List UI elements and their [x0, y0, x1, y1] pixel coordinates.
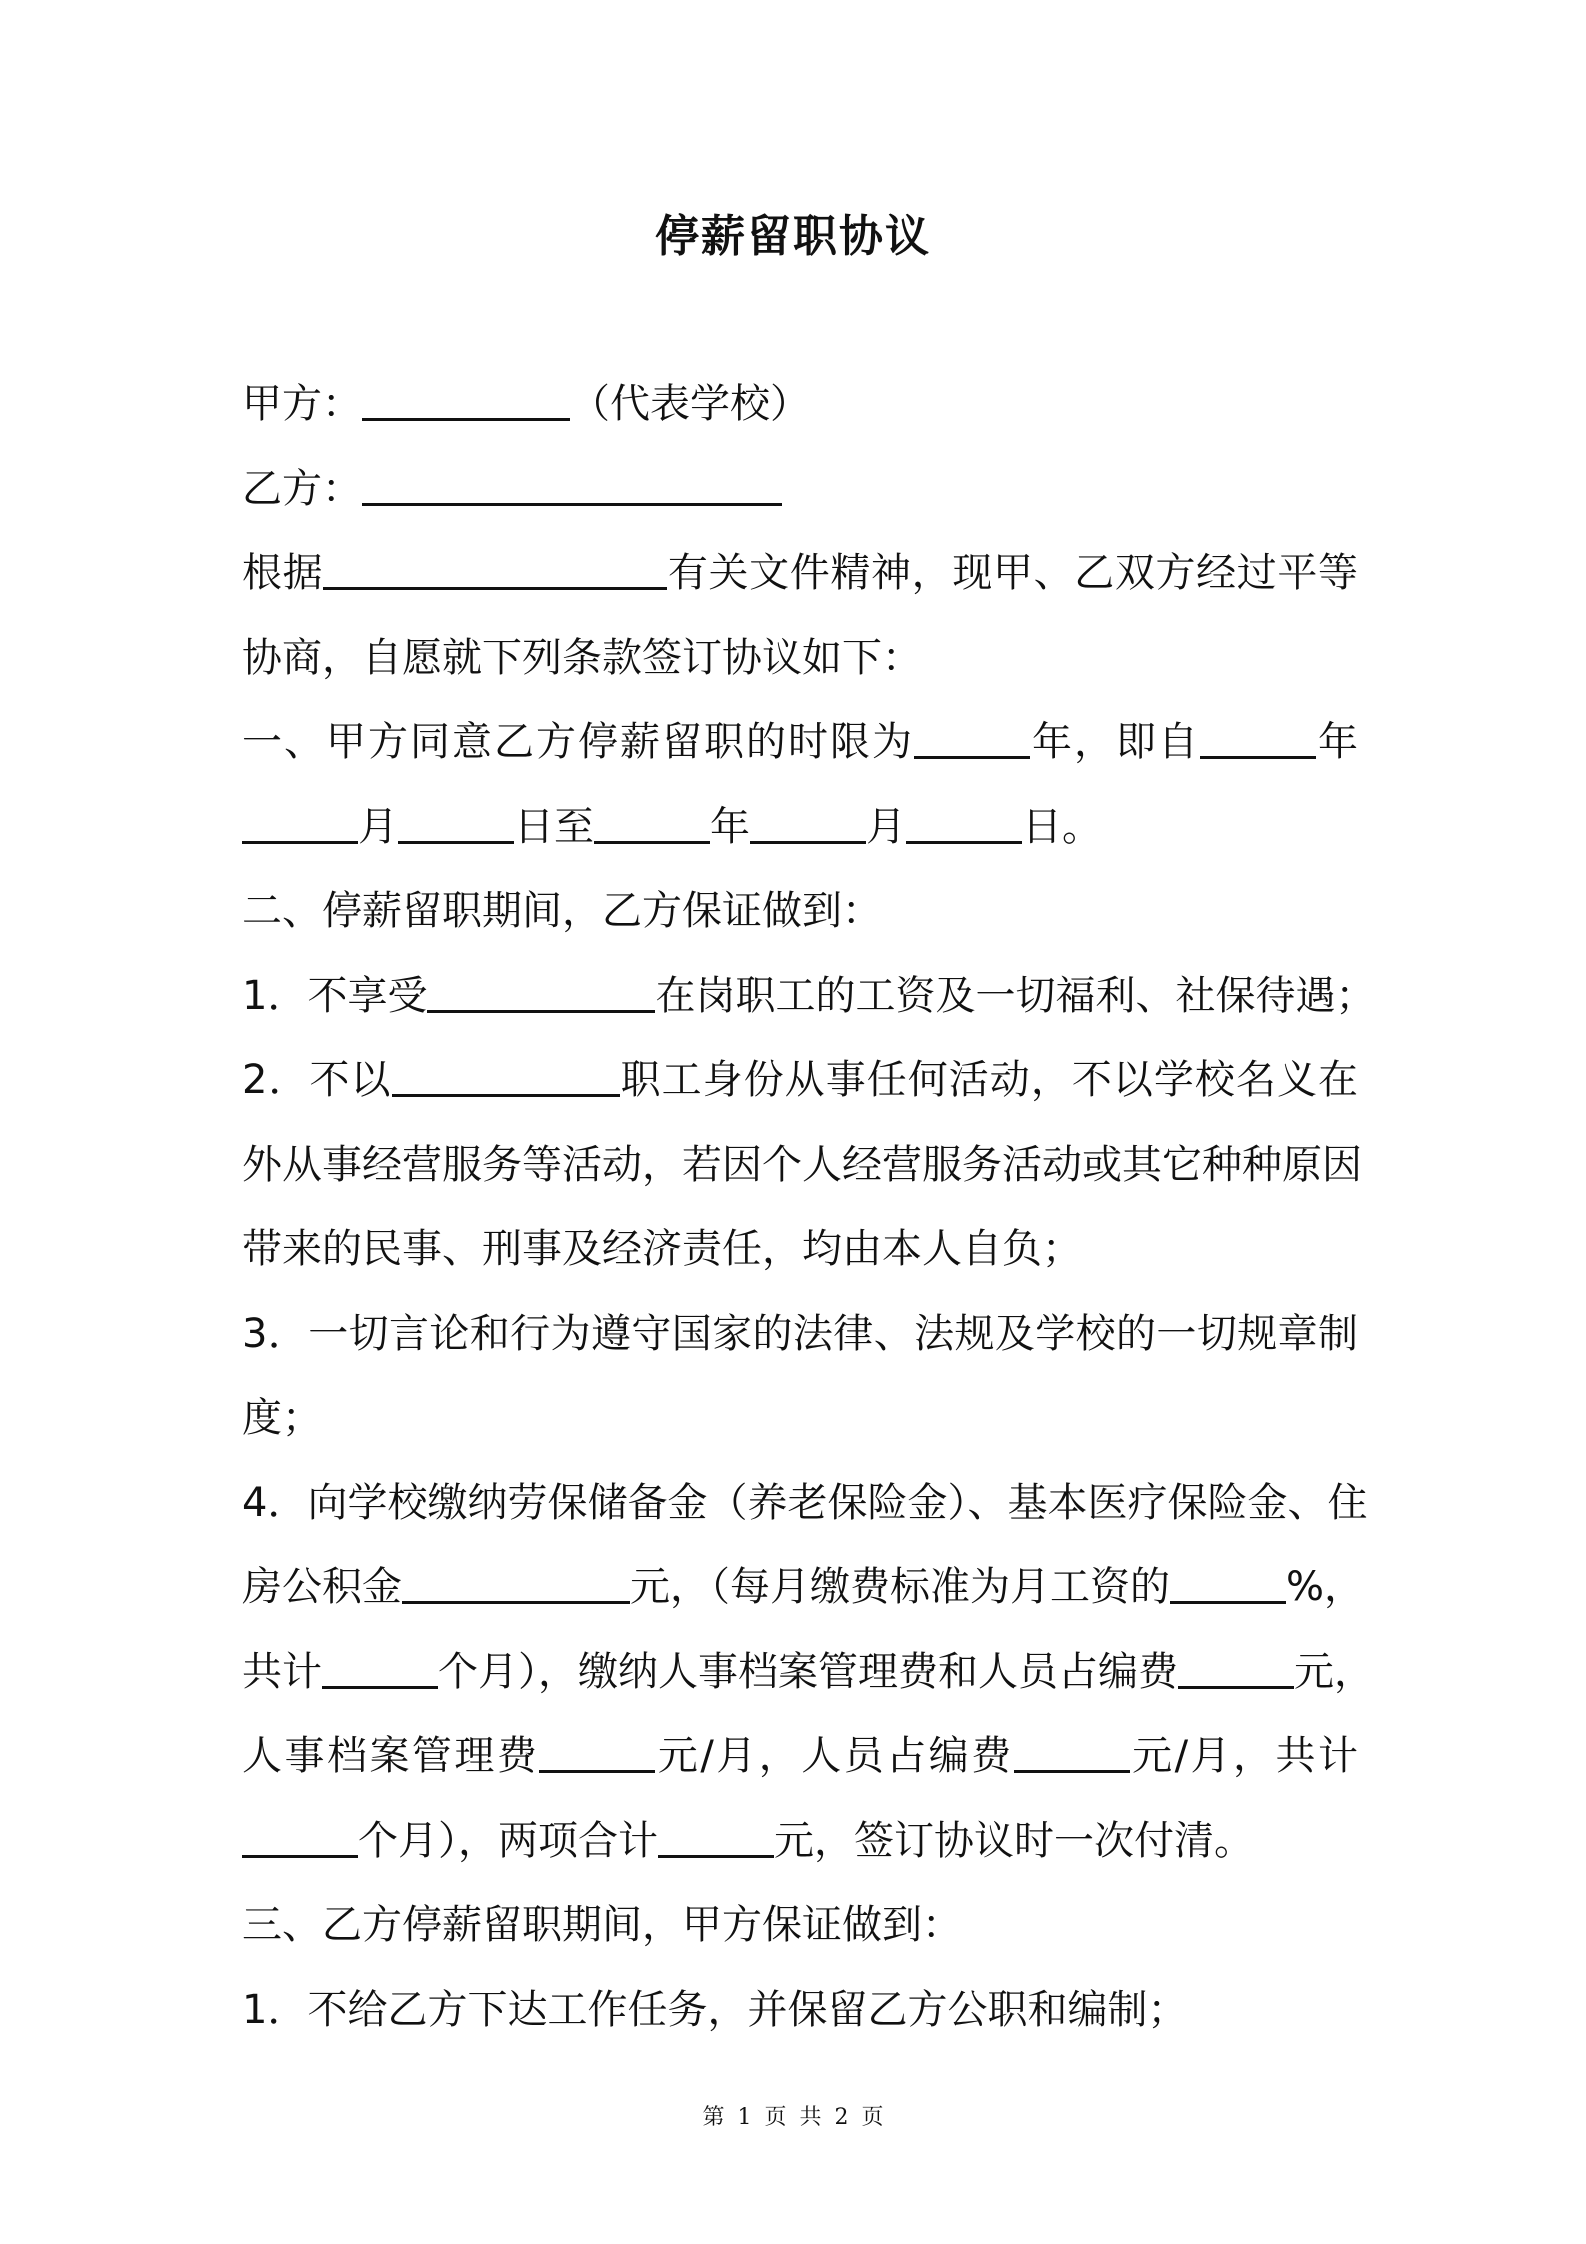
- blank-field[interactable]: [392, 1060, 620, 1097]
- blank-field[interactable]: [1200, 722, 1316, 759]
- blank-field[interactable]: [914, 722, 1030, 759]
- blank-field[interactable]: [594, 807, 710, 844]
- blank-field[interactable]: [1178, 1652, 1294, 1689]
- clause-1-line: [242, 700, 1358, 785]
- text: 2．不以: [242, 1057, 392, 1103]
- text: 年: [1316, 719, 1358, 765]
- page-number: 第 1 页 共 2 页: [702, 2105, 884, 2130]
- text: 职工身份从事任何活动，不以学校名义在: [619, 1057, 1359, 1103]
- paragraph-line: 协商，自愿就下列条款签订协议如下：: [242, 634, 922, 681]
- text: 个月），缴纳人事档案管理费和人员占编费: [438, 1648, 1178, 1695]
- text: 日至: [514, 803, 594, 850]
- text: 1．不享受: [242, 972, 428, 1019]
- clause-2-item-4: 4．向学校缴纳劳保储备金（养老保险金）、基本医疗保险金、住: [242, 1479, 1368, 1526]
- paragraph-line: [242, 531, 1358, 616]
- text: 一、甲方同意乙方停薪留职的时限为: [242, 719, 914, 765]
- document-body: [242, 362, 1376, 2052]
- blank-field[interactable]: [362, 469, 782, 506]
- document-title: 停薪留职协议: [655, 211, 931, 262]
- text: 月: [358, 803, 398, 850]
- blank-field[interactable]: [427, 976, 655, 1013]
- text: 元，（每月缴费标准为月工资的: [630, 1564, 1170, 1610]
- text: 元，签订协议时一次付清。: [774, 1817, 1254, 1864]
- blank-field[interactable]: [323, 553, 667, 590]
- blank-field[interactable]: [242, 1821, 358, 1858]
- text: %，: [1286, 1564, 1365, 1610]
- blank-field[interactable]: [322, 1652, 438, 1689]
- text: 元，: [1294, 1648, 1374, 1695]
- text: 人事档案管理费: [242, 1733, 540, 1779]
- blank-field[interactable]: [539, 1736, 655, 1773]
- clause-3-item-1: 1．不给乙方下达工作任务，并保留乙方公职和编制；: [242, 1986, 1188, 2033]
- paragraph-line: [242, 1630, 1374, 1715]
- text: 共计: [242, 1648, 322, 1695]
- label: 甲方：: [242, 381, 362, 427]
- paragraph-line: [242, 1714, 1358, 1799]
- blank-field[interactable]: [398, 807, 514, 844]
- text: 房公积金: [242, 1564, 402, 1610]
- blank-field[interactable]: [1170, 1567, 1286, 1604]
- text: 在岗职工的工资及一切福利、社保待遇；: [655, 972, 1376, 1019]
- blank-field[interactable]: [242, 807, 358, 844]
- text: 日。: [1022, 803, 1102, 850]
- clause-2-item-3: 3．一切言论和行为遵守国家的法律、法规及学校的一切规章制: [242, 1310, 1358, 1357]
- text: 月: [866, 803, 906, 850]
- blank-field[interactable]: [402, 1567, 630, 1604]
- text: 个月），两项合计: [358, 1817, 658, 1864]
- paragraph-line: [242, 1545, 1365, 1630]
- blank-field[interactable]: [362, 384, 570, 421]
- text: 年: [710, 803, 750, 850]
- text: 元/月，共计: [1129, 1733, 1358, 1779]
- party-b-line: [242, 447, 1358, 532]
- blank-field[interactable]: [1014, 1736, 1130, 1773]
- clause-2-item-2: [242, 1038, 1358, 1123]
- text: 年，即自: [1030, 719, 1200, 765]
- paragraph-line: 带来的民事、刑事及经济责任，均由本人自负；: [242, 1226, 1082, 1272]
- blank-field[interactable]: [906, 807, 1022, 844]
- text: 有关文件精神，现甲、乙双方经过平等: [667, 550, 1359, 596]
- paragraph-line: 度；: [242, 1395, 322, 1441]
- text: 根据: [242, 550, 324, 596]
- blank-field[interactable]: [658, 1821, 774, 1858]
- label: 乙方：: [242, 465, 362, 512]
- clause-2-heading: 二、停薪留职期间，乙方保证做到：: [242, 888, 882, 934]
- paragraph-line: [242, 1799, 1358, 1884]
- paragraph-line: 外从事经营服务等活动，若因个人经营服务活动或其它种种原因: [242, 1141, 1362, 1188]
- clause-1-dates: [242, 785, 1358, 870]
- clause-2-item-1: [242, 954, 1376, 1039]
- text: 元/月，人员占编费: [655, 1733, 1014, 1779]
- party-a-line: [242, 362, 1358, 447]
- blank-field[interactable]: [750, 807, 866, 844]
- clause-3-heading: 三、乙方停薪留职期间，甲方保证做到：: [242, 1902, 962, 1948]
- text: （代表学校）: [570, 381, 810, 427]
